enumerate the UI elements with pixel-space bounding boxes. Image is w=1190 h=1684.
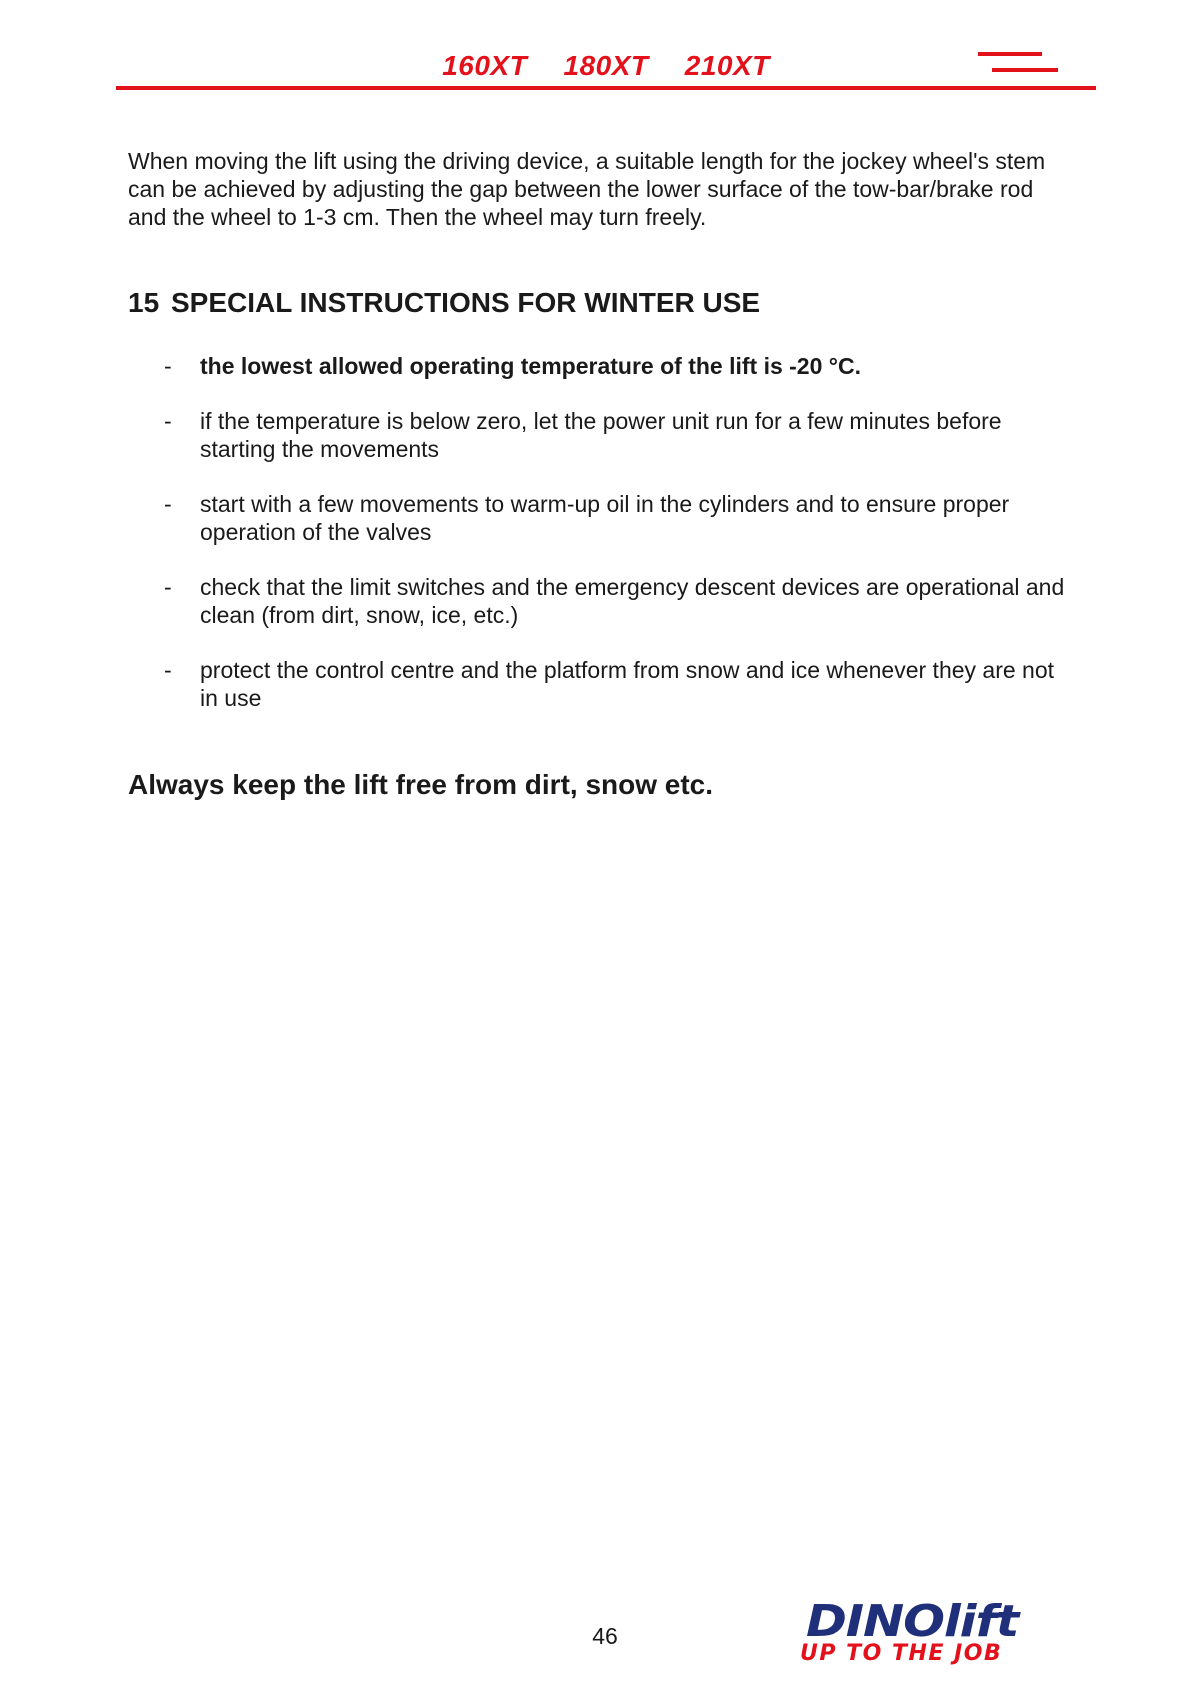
- list-item: [128, 407, 1068, 463]
- list-item-text: the lowest allowed operating temperature of the lift is -20 °C.: [200, 353, 861, 379]
- winter-instructions-list: [128, 352, 1068, 739]
- closing-note: Always keep the lift free from dirt, snow etc.: [128, 769, 714, 800]
- logo-wordmark: DINOlift: [806, 1596, 1019, 1647]
- list-bullet: -: [164, 408, 172, 434]
- list-bullet: -: [164, 353, 172, 379]
- list-item: [128, 573, 1068, 629]
- page-header: [116, 48, 1096, 90]
- list-bullet: -: [164, 574, 172, 600]
- list-item: [128, 656, 1068, 712]
- section-number: 15: [128, 287, 160, 318]
- logo-tagline: UP TO THE JOB: [800, 1641, 1003, 1666]
- section-title: SPECIAL INSTRUCTIONS FOR WINTER USE: [171, 287, 761, 318]
- list-item-text: if the temperature is below zero, let the power unit run for a few minutes before starting the movements: [200, 408, 1002, 462]
- header-stripes-icon: [978, 52, 1058, 80]
- list-bullet: -: [164, 657, 172, 683]
- page-number: 46: [592, 1623, 618, 1649]
- list-item: [128, 490, 1068, 546]
- list-bullet: -: [164, 491, 172, 517]
- intro-paragraph: When moving the lift using the driving device, a suitable length for the jockey wheel's stem can be achieved by adjusting the gap between the lower surface of the tow-bar/brake rod and the wheel to 1-3 cm. Then the wheel may turn freely.: [128, 148, 1046, 230]
- list-item-text: start with a few movements to warm-up oil in the cylinders and to ensure proper operation of the valves: [200, 491, 1010, 545]
- header-models: 160XT 180XT 210XT: [442, 50, 770, 81]
- list-item-text: protect the control centre and the platform from snow and ice whenever they are not in use: [200, 657, 1055, 711]
- list-item-text: check that the limit switches and the emergency descent devices are operational and clean (from dirt, snow, ice, etc.): [200, 574, 1065, 628]
- section-heading: [128, 286, 760, 320]
- header-rule: [116, 86, 1096, 90]
- dinolift-logo: [800, 1596, 1019, 1670]
- list-item: [128, 352, 1068, 380]
